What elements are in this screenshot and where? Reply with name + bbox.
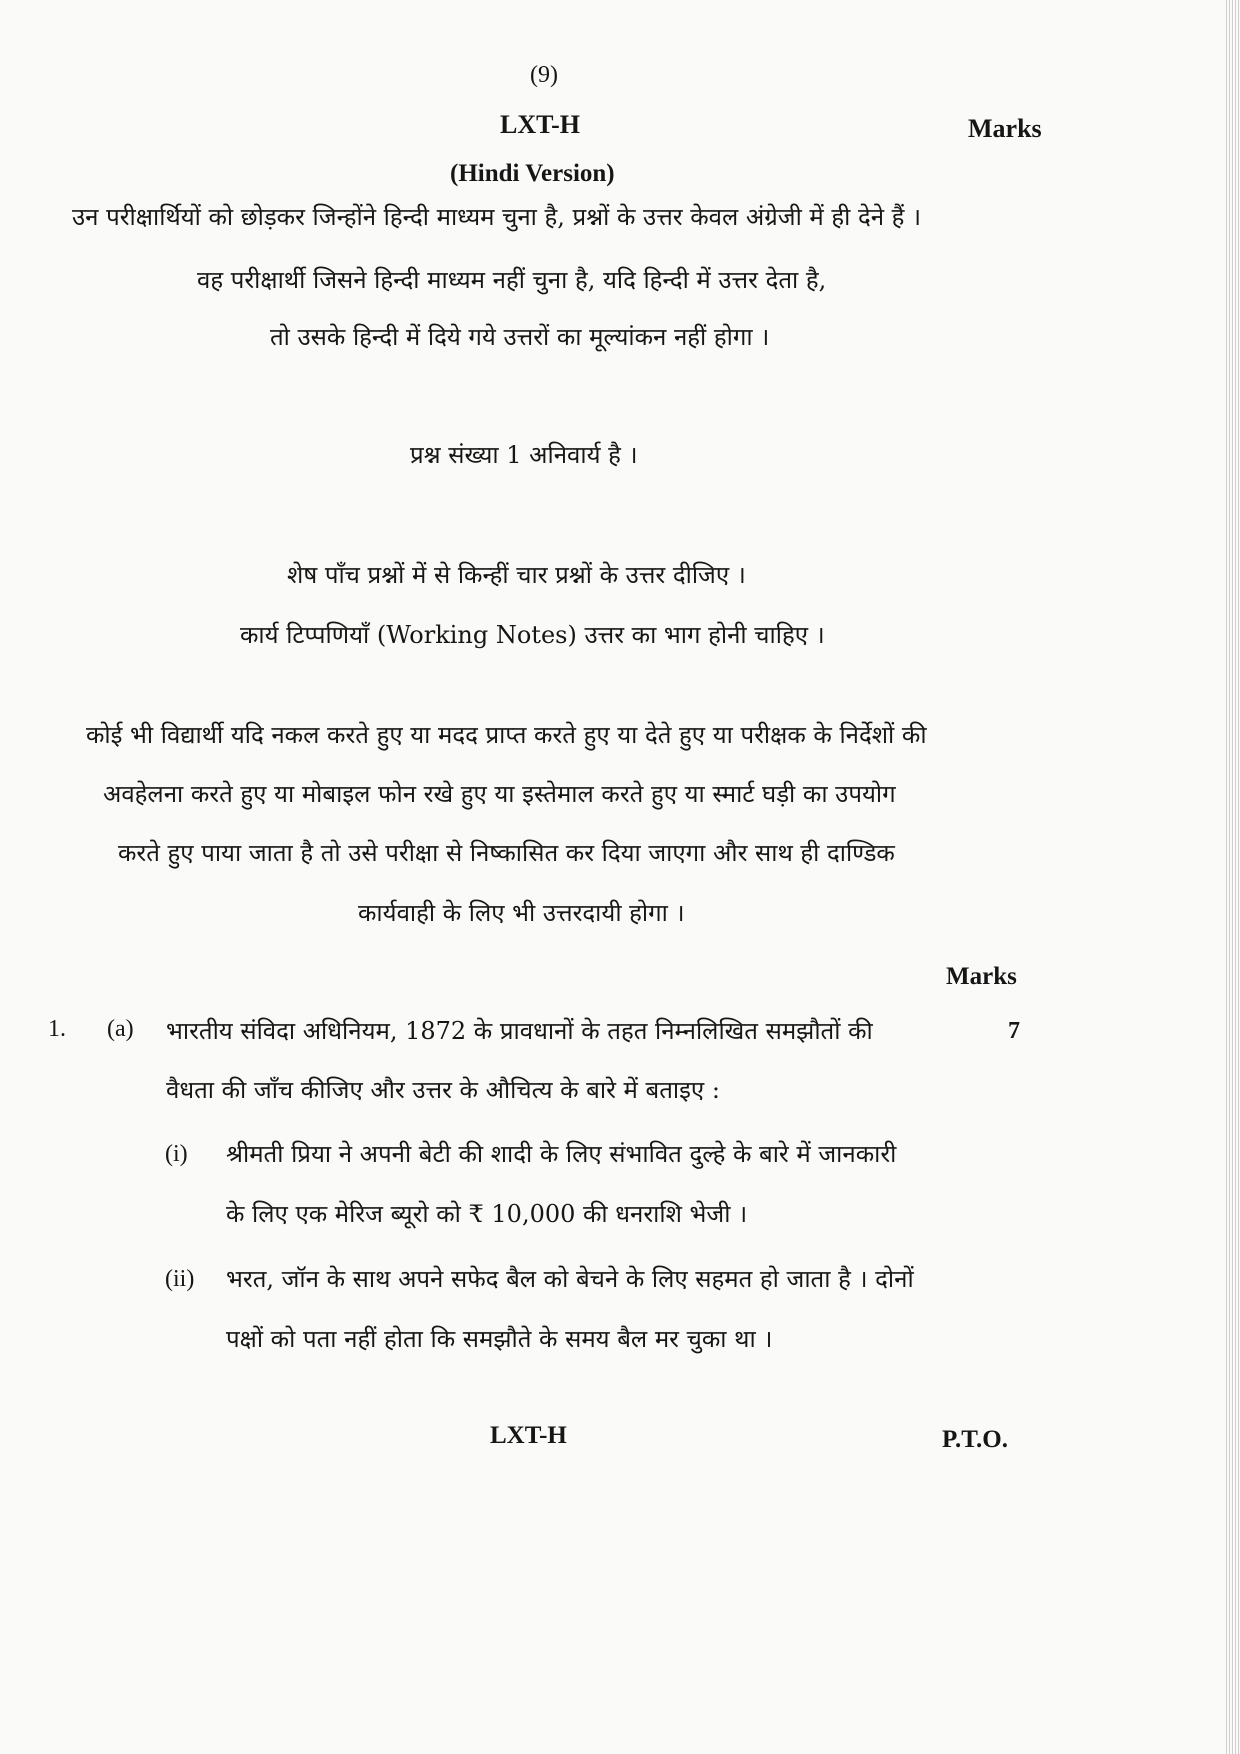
version-label: (Hindi Version)	[450, 160, 615, 187]
malpractice-warning-line: अवहेलना करते हुए या मोबाइल फोन रखे हुए या इस्तेमाल करते हुए या स्मार्ट घड़ी का उपयोग	[103, 780, 896, 808]
subpart-label: (ii)	[165, 1266, 195, 1292]
question-marks: 7	[1008, 1018, 1020, 1044]
subpart-text-line: श्रीमती प्रिया ने अपनी बेटी की शादी के लिए संभावित दुल्हे के बारे में जानकारी	[226, 1140, 897, 1168]
malpractice-warning-line: करते हुए पाया जाता है तो उसे परीक्षा से निष्कासित कर दिया जाएगा और साथ ही दाण्डिक	[118, 839, 895, 867]
marks-column-label: Marks	[968, 114, 1042, 143]
footer-paper-code: LXT-H	[490, 1422, 567, 1449]
subpart-text-line: भरत, जॉन के साथ अपने सफेद बैल को बेचने के लिए सहमत हो जाता है । दोनों	[226, 1265, 914, 1293]
paper-code: LXT-H	[500, 110, 580, 139]
compulsory-question-note: प्रश्न संख्या 1 अनिवार्य है ।	[410, 441, 638, 469]
malpractice-warning-line: कोई भी विद्यार्थी यदि नकल करते हुए या मदद प्राप्त करते हुए या देते हुए या परीक्षक के निर्देशों की	[86, 721, 927, 749]
medium-instruction-line: तो उसके हिन्दी में दिये गये उत्तरों का मूल्यांकन नहीं होगा ।	[270, 323, 770, 351]
scan-edge-lines	[1226, 0, 1240, 1754]
medium-instruction-line: वह परीक्षार्थी जिसने हिन्दी माध्यम नहीं चुना है, यदि हिन्दी में उत्तर देता है,	[197, 266, 827, 294]
medium-instruction-line: उन परीक्षार्थियों को छोड़कर जिन्होंने हिन्दी माध्यम चुना है, प्रश्नों के उत्तर केवल अंग्रेजी में ही देने हैं ।	[72, 203, 922, 231]
subpart-label: (i)	[165, 1141, 188, 1167]
attempt-instruction: शेष पाँच प्रश्नों में से किन्हीं चार प्रश्नों के उत्तर दीजिए ।	[287, 561, 746, 589]
question-text-line: भारतीय संविदा अधिनियम, 1872 के प्रावधानों के तहत निम्नलिखित समझौतों की	[166, 1017, 873, 1045]
marks-heading: Marks	[946, 963, 1017, 990]
question-part-label: (a)	[107, 1016, 134, 1042]
working-notes-instruction: कार्य टिप्पणियाँ (Working Notes) उत्तर का भाग होनी चाहिए ।	[240, 621, 825, 649]
subpart-text-line: के लिए एक मेरिज ब्यूरो को ₹ 10,000 की धनराशि भेजी ।	[226, 1200, 748, 1228]
malpractice-warning-line: कार्यवाही के लिए भी उत्तरदायी होगा ।	[358, 899, 685, 927]
please-turn-over: P.T.O.	[942, 1426, 1008, 1453]
question-number: 1.	[48, 1016, 66, 1042]
question-text-line: वैधता की जाँच कीजिए और उत्तर के औचित्य के बारे में बताइए :	[166, 1076, 720, 1104]
page-number: (9)	[530, 62, 558, 88]
subpart-text-line: पक्षों को पता नहीं होता कि समझौते के समय बैल मर चुका था ।	[226, 1325, 773, 1353]
